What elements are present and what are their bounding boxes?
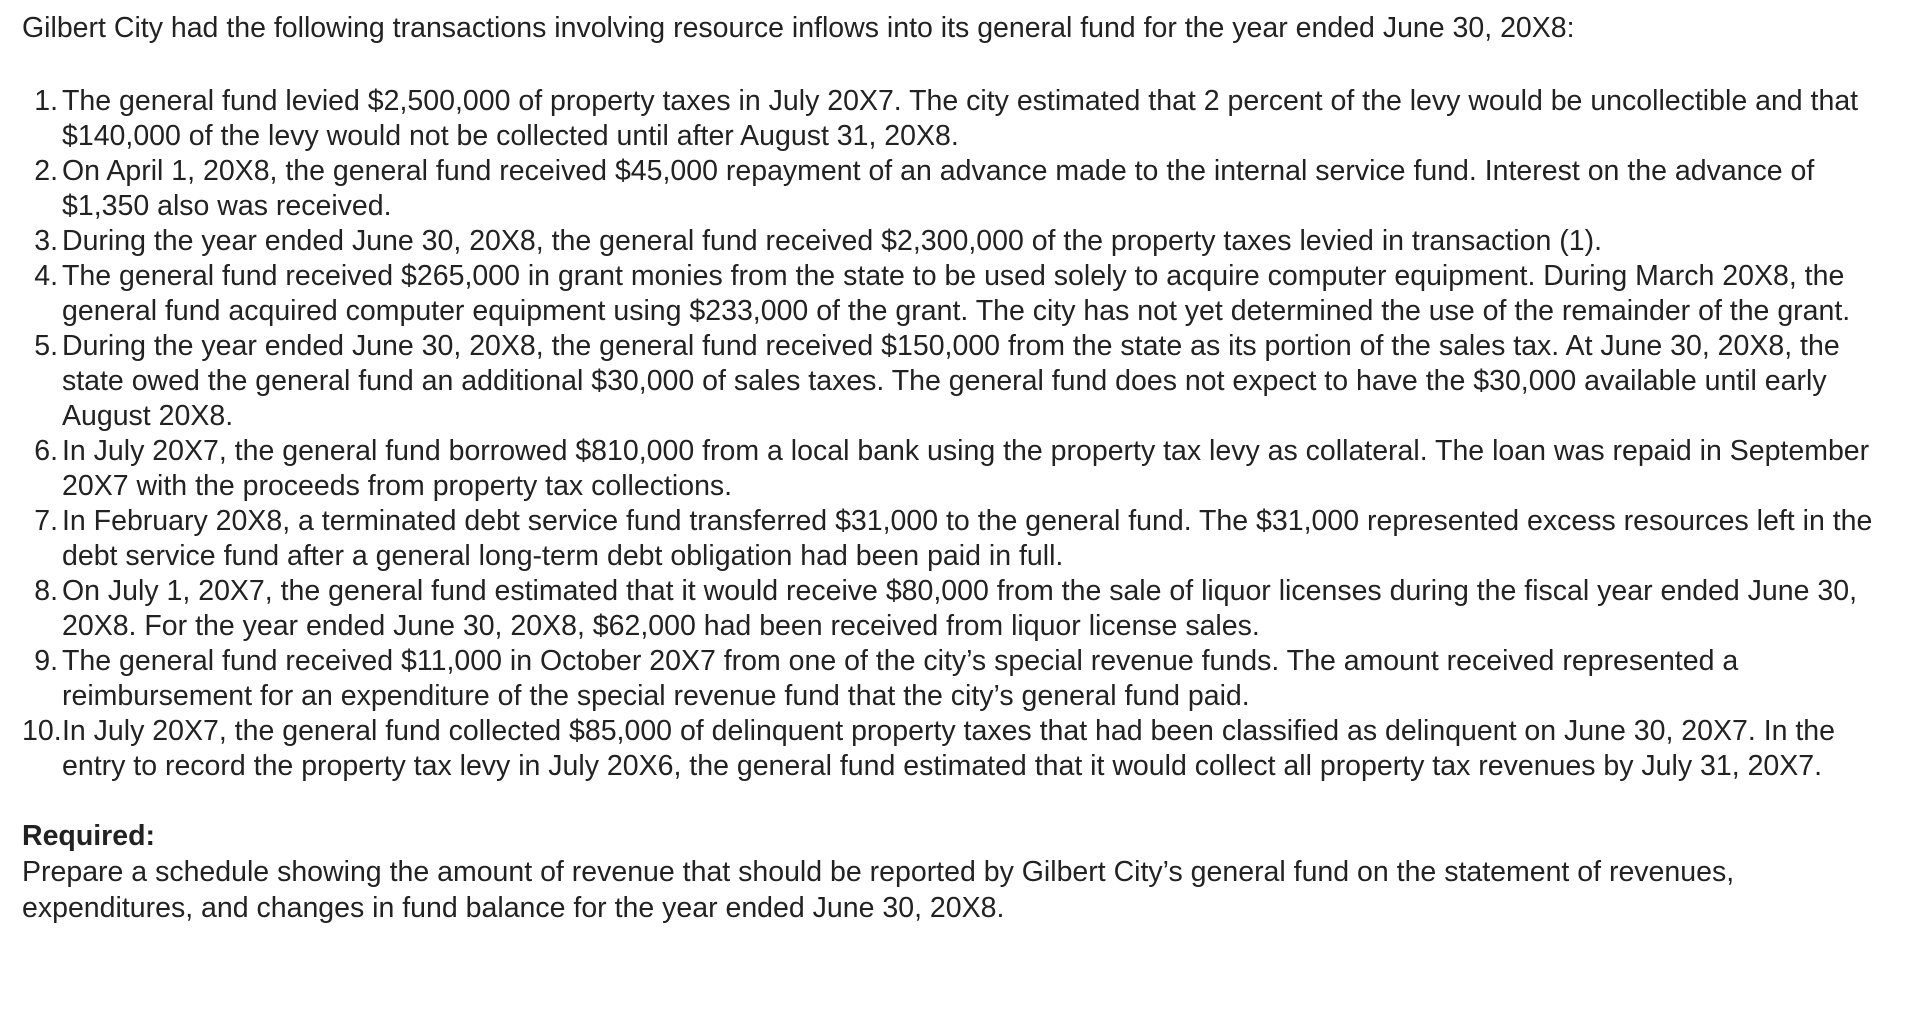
item-number: 8. (34, 575, 58, 607)
item-text: On April 1, 20X8, the general fund received $45,000 repayment of an advance made to the internal service fund. Interest on the advance of $1,350 also was received. (62, 155, 1815, 222)
item-text: In July 20X7, the general fund borrowed $810,000 from a local bank using the property tax levy as collateral. The loan was repaid in September 20X7 with the proceeds from property tax collections. (62, 435, 1870, 502)
item-text: The general fund levied $2,500,000 of property taxes in July 20X7. The city estimated that 2 percent of the levy would be uncollectible and that $140,000 of the levy would not be collected until after August 31, 20X8. (62, 85, 1859, 152)
list-item (22, 84, 1884, 154)
required-instructions: Prepare a schedule showing the amount of revenue that should be reported by Gilbert City’s general fund on the statement of revenues, expenditures, and changes in fund balance for the year ended June 30, 20X8. (22, 856, 1735, 924)
transaction-list (22, 84, 1884, 784)
list-item (22, 574, 1884, 644)
item-text: In February 20X8, a terminated debt service fund transferred $31,000 to the general fund. The $31,000 represented excess resources left in the debt service fund after a general long-term debt obligation had been paid in full. (62, 505, 1873, 572)
list-item (22, 224, 1884, 259)
item-text: The general fund received $265,000 in grant monies from the state to be used solely to acquire computer equipment. During March 20X8, the general fund acquired computer equipment using $233,000 of the grant. The city has not yet determined the use of the remainder of the grant. (62, 260, 1851, 327)
list-item (22, 644, 1884, 714)
list-item (22, 434, 1884, 504)
item-text: On July 1, 20X7, the general fund estimated that it would receive $80,000 from the sale of liquor licenses during the fiscal year ended June 30, 20X8. For the year ended June 30, 20X8, $62,000 had been received from liquor license sales. (62, 575, 1857, 642)
item-text: In July 20X7, the general fund collected $85,000 of delinquent property taxes that had been classified as delinquent on June 30, 20X7. In the entry to record the property tax levy in July 20X6, the general fund estimated that it would collect all property tax revenues by July 31, 20X7. (62, 715, 1836, 782)
item-number: 10. (22, 715, 62, 747)
list-item (22, 504, 1884, 574)
item-number: 6. (34, 435, 58, 467)
item-text: During the year ended June 30, 20X8, the general fund received $2,300,000 of the property taxes levied in transaction (1). (62, 225, 1603, 257)
list-item (22, 329, 1884, 434)
item-number: 2. (34, 155, 58, 187)
list-item (22, 154, 1884, 224)
item-number: 9. (34, 645, 58, 677)
problem-intro: Gilbert City had the following transactions involving resource inflows into its general fund for the year ended June 30, 20X8: (22, 12, 1575, 44)
item-text: The general fund received $11,000 in October 20X7 from one of the city’s special revenue funds. The amount received represented a reimbursement for an expenditure of the special revenue fund that the city’s general fund paid. (62, 645, 1739, 712)
required-section (22, 818, 1884, 926)
item-number: 7. (34, 505, 58, 537)
item-text: During the year ended June 30, 20X8, the general fund received $150,000 from the state as its portion of the sales tax. At June 30, 20X8, the state owed the general fund an additional $30,000 of sales taxes. The general fund does not expect to have the $30,000 available until early August 20X8. (62, 330, 1840, 432)
required-heading: Required: (22, 820, 156, 852)
problem-document (22, 10, 1884, 926)
list-item (22, 714, 1884, 784)
item-number: 5. (34, 330, 58, 362)
item-number: 3. (34, 225, 58, 257)
list-item (22, 259, 1884, 329)
item-number: 4. (34, 260, 58, 292)
item-number: 1. (34, 85, 58, 117)
